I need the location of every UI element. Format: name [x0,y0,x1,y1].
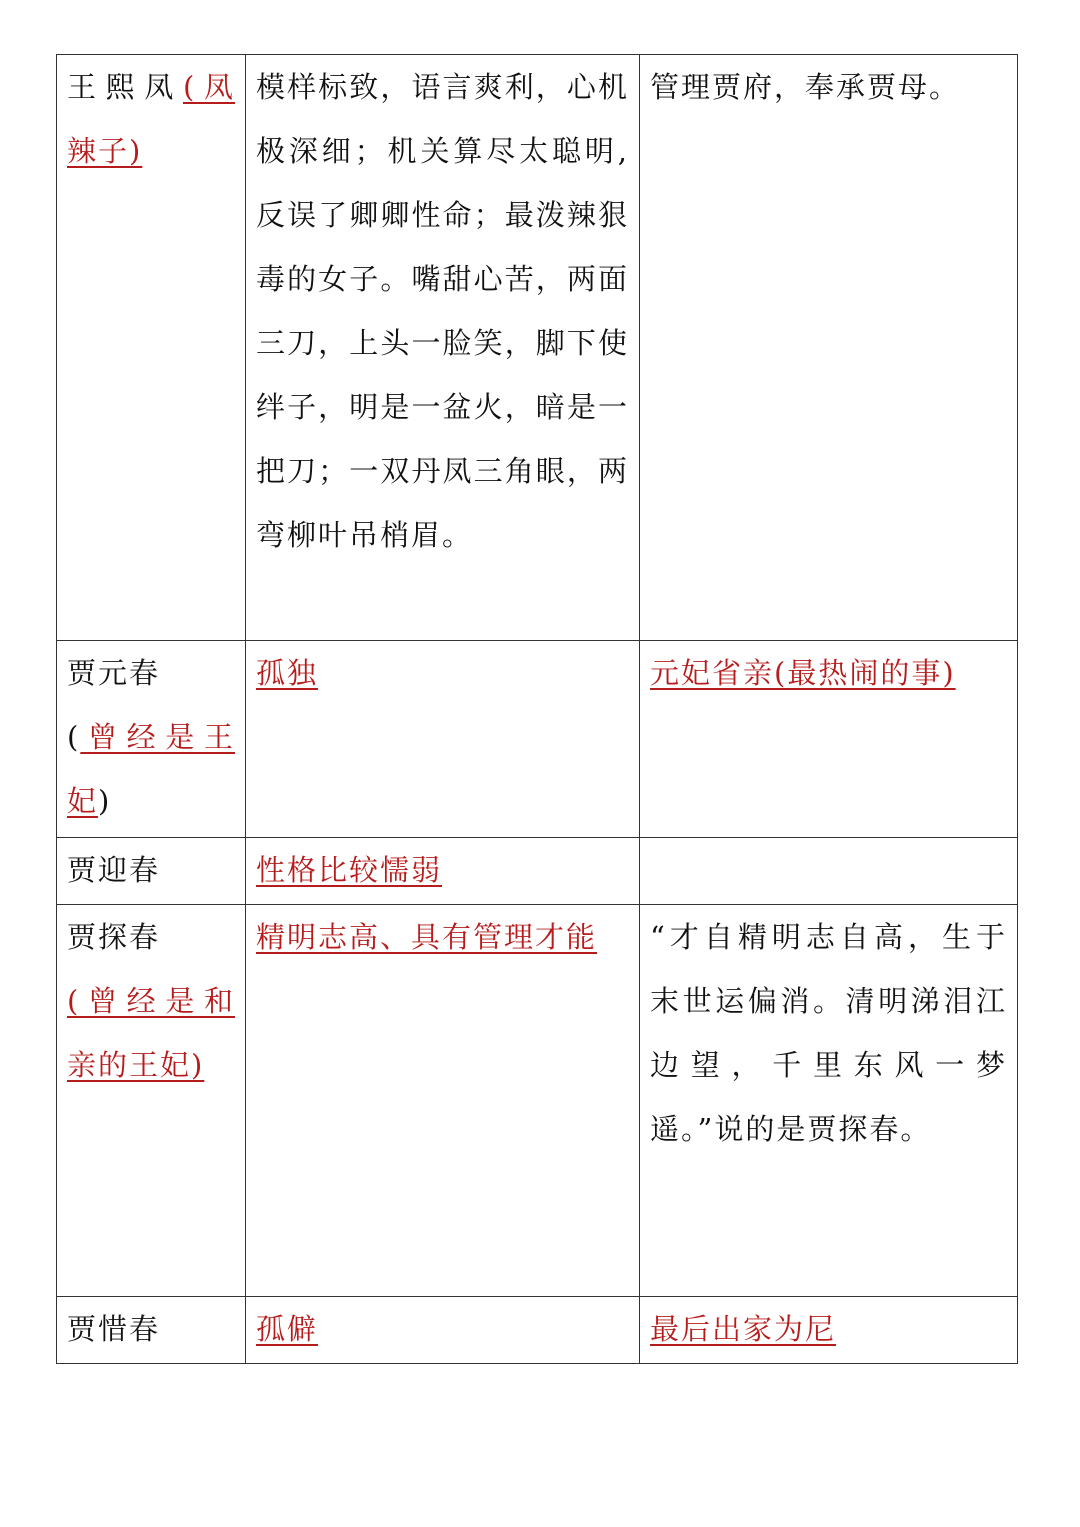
character-alias: (曾经是和亲的王妃) [67,984,235,1082]
name-cell [57,838,246,905]
table-row [57,1297,1018,1364]
alias-close-paren: ) [98,784,112,818]
event-cell [640,838,1018,905]
character-name: 贾元春 [67,656,161,690]
event-cell [640,55,1018,641]
character-name: 贾探春 [67,920,161,954]
trait-cell [246,1297,640,1364]
trait-cell [246,905,640,1297]
character-traits: 孤僻 [256,1312,319,1346]
alias-open-paren: ( [67,720,81,754]
event-cell [640,1297,1018,1364]
character-traits: 精明志高、具有管理才能 [256,920,598,954]
character-event: 管理贾府，奉承贾母。 [650,70,961,104]
trait-cell [246,838,640,905]
character-name: 王熙凤 [67,70,183,104]
character-traits: 性格比较懦弱 [256,853,443,887]
table-row [57,905,1018,1297]
event-cell [640,641,1018,838]
table-row [57,641,1018,838]
character-traits: 孤独 [256,656,319,690]
name-cell [57,1297,246,1364]
character-name: 贾迎春 [67,853,161,887]
character-traits: 模样标致，语言爽利，心机极深细；机关算尽太聪明,反误了卿卿性命；最泼辣狠毒的女子。嘴甜心苦，两面三刀，上头一脸笑，脚下使绊子，明是一盆火，暗是一把刀；一双丹凤三角眼，两弯柳叶吊梢眉。 [256,70,629,552]
character-table [56,54,1018,1364]
character-event: 元妃省亲(最热闹的事) [650,656,956,690]
trait-cell [246,641,640,838]
character-alias: (凤辣子) [67,70,235,168]
name-cell [57,905,246,1297]
trait-cell [246,55,640,641]
table-row [57,55,1018,641]
event-cell [640,905,1018,1297]
table-row [57,838,1018,905]
character-alias: 曾经是王妃 [67,720,235,818]
character-event: “才自精明志自高，生于末世运偏消。清明涕泪江边望，千里东风一梦遥。”说的是贾探春。 [650,920,1007,1146]
character-name: 贾惜春 [67,1312,161,1346]
name-cell [57,55,246,641]
name-cell [57,641,246,838]
character-event: 最后出家为尼 [650,1312,837,1346]
